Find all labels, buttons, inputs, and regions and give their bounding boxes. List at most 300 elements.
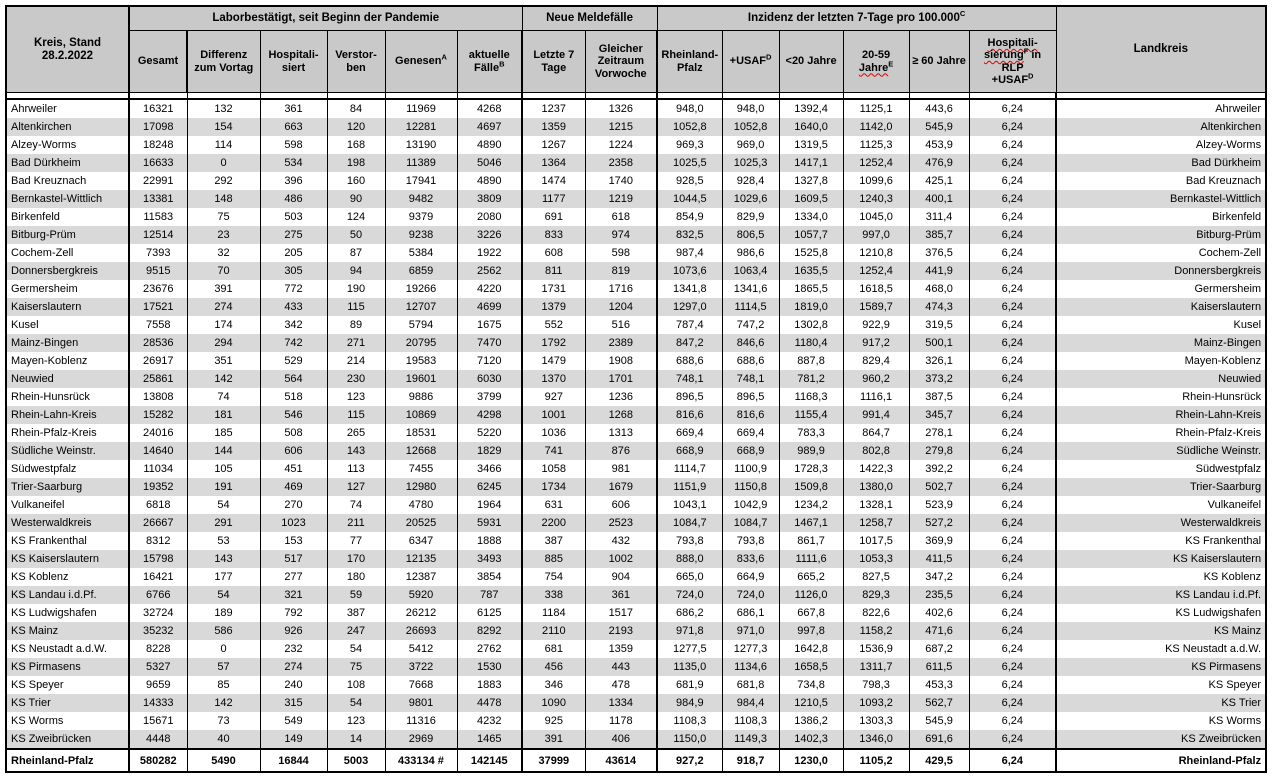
kreis-stand-label: Kreis, Stand (33, 36, 102, 49)
cell-genesen: 19601 (385, 370, 457, 388)
cell-aktuelle-faelle: 142145 (457, 749, 522, 772)
table-row (6, 604, 1266, 622)
cell-letzte-7-tage: 1001 (522, 406, 585, 424)
cell-kreis: KS Ludwigshafen (6, 604, 129, 622)
cell-inzidenz-usaf: 1100,9 (722, 460, 779, 478)
cell-aktuelle-faelle: 2762 (457, 640, 522, 658)
cell-kreis: Bad Dürkheim (6, 154, 129, 172)
cell-gesamt: 16633 (129, 154, 187, 172)
cell-inzidenz-20-59: 1017,5 (843, 532, 909, 550)
cell-genesen: 5384 (385, 244, 457, 262)
cell-inzidenz-20-59: 1589,7 (843, 298, 909, 316)
cell-verstorben: 14 (327, 730, 385, 749)
cell-differenz-vortag: 75 (187, 208, 260, 226)
cell-aktuelle-faelle: 4268 (457, 99, 522, 118)
cell-inzidenz-rlp: 787,4 (657, 316, 722, 334)
cell-hospitalisiert: 149 (260, 730, 327, 749)
cell-gesamt: 26917 (129, 352, 187, 370)
cell-hospitalisierung-inzidenz: 6,24 (969, 730, 1056, 749)
cell-inzidenz-ue60: 545,9 (909, 118, 969, 136)
cell-genesen: 18531 (385, 424, 457, 442)
cell-hospitalisierung-inzidenz: 6,24 (969, 442, 1056, 460)
cell-gesamt: 17521 (129, 298, 187, 316)
cell-verstorben: 89 (327, 316, 385, 334)
cell-differenz-vortag: 132 (187, 99, 260, 118)
cell-hospitalisierung-inzidenz: 6,24 (969, 316, 1056, 334)
cell-hospitalisiert: 274 (260, 658, 327, 676)
cell-inzidenz-rlp: 896,5 (657, 388, 722, 406)
cell-inzidenz-ue60: 345,7 (909, 406, 969, 424)
cell-verstorben: 123 (327, 712, 385, 730)
cell-differenz-vortag: 54 (187, 496, 260, 514)
cell-aktuelle-faelle: 1888 (457, 532, 522, 550)
cell-differenz-vortag: 40 (187, 730, 260, 749)
cell-inzidenz-rlp: 669,4 (657, 424, 722, 442)
cell-inzidenz-20-59: 822,6 (843, 604, 909, 622)
col-letzte-7-tage: Letzte 7 Tage (522, 31, 585, 93)
cell-letzte-7-tage: 927 (522, 388, 585, 406)
cell-inzidenz-u20: 887,8 (779, 352, 843, 370)
cell-vorwoche: 904 (585, 568, 657, 586)
cell-aktuelle-faelle: 1883 (457, 676, 522, 694)
cell-gesamt: 16321 (129, 99, 187, 118)
table-row (6, 676, 1266, 694)
cell-differenz-vortag: 174 (187, 316, 260, 334)
cell-hospitalisierung-inzidenz: 6,24 (969, 244, 1056, 262)
covid-statistics-table (5, 5, 1267, 773)
cell-gesamt: 23676 (129, 280, 187, 298)
cell-genesen: 12135 (385, 550, 457, 568)
table-row (6, 406, 1266, 424)
cell-aktuelle-faelle: 4478 (457, 694, 522, 712)
cell-verstorben: 54 (327, 640, 385, 658)
cell-genesen: 9886 (385, 388, 457, 406)
footnote-d2: D (1028, 71, 1034, 81)
cell-inzidenz-ue60: 279,8 (909, 442, 969, 460)
cell-aktuelle-faelle: 4220 (457, 280, 522, 298)
cell-hospitalisierung-inzidenz: 6,24 (969, 208, 1056, 226)
cell-gesamt: 19352 (129, 478, 187, 496)
cell-inzidenz-20-59: 960,2 (843, 370, 909, 388)
cell-inzidenz-ue60: 376,5 (909, 244, 969, 262)
cell-vorwoche: 516 (585, 316, 657, 334)
cell-verstorben: 168 (327, 136, 385, 154)
cell-genesen: 19266 (385, 280, 457, 298)
cell-inzidenz-u20: 781,2 (779, 370, 843, 388)
col-hospitalisierung-inzidenz: Hospitali- sierung$^F$ in RLP $+USAF^D$ (969, 31, 1056, 93)
cell-genesen: 7668 (385, 676, 457, 694)
cell-inzidenz-ue60: 369,9 (909, 532, 969, 550)
cell-verstorben: 123 (327, 388, 385, 406)
cell-inzidenz-20-59: 864,7 (843, 424, 909, 442)
cell-letzte-7-tage: 2200 (522, 514, 585, 532)
cell-inzidenz-usaf: 1042,9 (722, 496, 779, 514)
cell-kreis: Bernkastel-Wittlich (6, 190, 129, 208)
cell-genesen: 5920 (385, 586, 457, 604)
cell-landkreis: KS Pirmasens (1056, 658, 1266, 676)
cell-genesen: 17941 (385, 172, 457, 190)
cell-letzte-7-tage: 925 (522, 712, 585, 730)
cell-inzidenz-20-59: 1045,0 (843, 208, 909, 226)
col-inzidenz-20-59: 20-59 Jahre$^E$ (843, 31, 909, 93)
cell-letzte-7-tage: 1731 (522, 280, 585, 298)
cell-differenz-vortag: 32 (187, 244, 260, 262)
cell-inzidenz-usaf: 1134,6 (722, 658, 779, 676)
cell-genesen: 4780 (385, 496, 457, 514)
cell-hospitalisierung-inzidenz: 6,24 (969, 352, 1056, 370)
cell-hospitalisiert: 503 (260, 208, 327, 226)
footnote-b: B (499, 58, 505, 68)
cell-landkreis: Rhein-Hunsrück (1056, 388, 1266, 406)
cell-letzte-7-tage: 1359 (522, 118, 585, 136)
cell-hospitalisierung-inzidenz: 6,24 (969, 262, 1056, 280)
cell-aktuelle-faelle: 4890 (457, 136, 522, 154)
cell-inzidenz-rlp: 793,8 (657, 532, 722, 550)
cell-verstorben: 120 (327, 118, 385, 136)
cell-gesamt: 7558 (129, 316, 187, 334)
cell-inzidenz-20-59: 798,3 (843, 676, 909, 694)
cell-hospitalisierung-inzidenz: 6,24 (969, 298, 1056, 316)
cell-genesen: 6347 (385, 532, 457, 550)
cell-vorwoche: 598 (585, 244, 657, 262)
cell-vorwoche: 1313 (585, 424, 657, 442)
col-verstorben: Verstor-ben (327, 31, 385, 93)
cell-aktuelle-faelle: 3854 (457, 568, 522, 586)
cell-inzidenz-usaf: 896,5 (722, 388, 779, 406)
cell-inzidenz-u20: 1509,8 (779, 478, 843, 496)
cell-aktuelle-faelle: 3809 (457, 190, 522, 208)
cell-inzidenz-usaf: 793,8 (722, 532, 779, 550)
cell-inzidenz-ue60: 562,7 (909, 694, 969, 712)
cell-kreis: Rhein-Hunsrück (6, 388, 129, 406)
cell-landkreis: KS Kaiserslautern (1056, 550, 1266, 568)
table-row (6, 172, 1266, 190)
cell-gesamt: 8312 (129, 532, 187, 550)
cell-inzidenz-u20: 1525,8 (779, 244, 843, 262)
cell-verstorben: 143 (327, 442, 385, 460)
cell-verstorben: 230 (327, 370, 385, 388)
cell-inzidenz-usaf: 1052,8 (722, 118, 779, 136)
cell-verstorben: 115 (327, 406, 385, 424)
cell-kreis: Bitburg-Prüm (6, 226, 129, 244)
cell-vorwoche: 1268 (585, 406, 657, 424)
cell-inzidenz-ue60: 387,5 (909, 388, 969, 406)
cell-vorwoche: 1908 (585, 352, 657, 370)
cell-inzidenz-usaf: 668,9 (722, 442, 779, 460)
cell-landkreis: Kaiserslautern (1056, 298, 1266, 316)
cell-inzidenz-20-59: 1142,0 (843, 118, 909, 136)
kreis-stand-date: 28.2.2022 (41, 49, 94, 62)
cell-letzte-7-tage: 1036 (522, 424, 585, 442)
cell-inzidenz-ue60: 373,2 (909, 370, 969, 388)
cell-hospitalisiert: 270 (260, 496, 327, 514)
cell-inzidenz-rlp: 1114,7 (657, 460, 722, 478)
cell-aktuelle-faelle: 787 (457, 586, 522, 604)
cell-gesamt: 11034 (129, 460, 187, 478)
cell-letzte-7-tage: 1474 (522, 172, 585, 190)
cell-inzidenz-u20: 1319,5 (779, 136, 843, 154)
cell-inzidenz-rlp: 1277,5 (657, 640, 722, 658)
cell-hospitalisiert: 529 (260, 352, 327, 370)
cell-differenz-vortag: 291 (187, 514, 260, 532)
cell-inzidenz-20-59: 1093,2 (843, 694, 909, 712)
cell-aktuelle-faelle: 6125 (457, 604, 522, 622)
cell-hospitalisierung-inzidenz: 6,24 (969, 118, 1056, 136)
cell-differenz-vortag: 73 (187, 712, 260, 730)
cell-differenz-vortag: 177 (187, 568, 260, 586)
cell-genesen: 6859 (385, 262, 457, 280)
cell-gesamt: 18248 (129, 136, 187, 154)
cell-gesamt: 32724 (129, 604, 187, 622)
cell-inzidenz-u20: 1865,5 (779, 280, 843, 298)
cell-inzidenz-ue60: 545,9 (909, 712, 969, 730)
cell-landkreis: KS Mainz (1056, 622, 1266, 640)
cell-inzidenz-u20: 734,8 (779, 676, 843, 694)
cell-differenz-vortag: 292 (187, 172, 260, 190)
cell-genesen: 20795 (385, 334, 457, 352)
cell-landkreis: KS Landau i.d.Pf. (1056, 586, 1266, 604)
cell-gesamt: 9515 (129, 262, 187, 280)
cell-aktuelle-faelle: 1465 (457, 730, 522, 749)
table-row (6, 118, 1266, 136)
cell-inzidenz-u20: 665,2 (779, 568, 843, 586)
cell-inzidenz-u20: 1155,4 (779, 406, 843, 424)
cell-kreis: KS Kaiserslautern (6, 550, 129, 568)
cell-landkreis: Cochem-Zell (1056, 244, 1266, 262)
cell-aktuelle-faelle: 5931 (457, 514, 522, 532)
table-row (6, 568, 1266, 586)
cell-inzidenz-u20: 1111,6 (779, 550, 843, 568)
footnote-a: A (441, 52, 447, 62)
cell-inzidenz-ue60: 392,2 (909, 460, 969, 478)
cell-letzte-7-tage: 741 (522, 442, 585, 460)
cell-kreis: Mayen-Koblenz (6, 352, 129, 370)
cell-inzidenz-rlp: 665,0 (657, 568, 722, 586)
cell-inzidenz-20-59: 1116,1 (843, 388, 909, 406)
footnote-e: E (888, 58, 894, 68)
cell-differenz-vortag: 5490 (187, 749, 260, 772)
cell-inzidenz-rlp: 1108,3 (657, 712, 722, 730)
cell-letzte-7-tage: 1734 (522, 478, 585, 496)
cell-hospitalisierung-inzidenz: 6,24 (969, 749, 1056, 772)
cell-inzidenz-u20: 1126,0 (779, 586, 843, 604)
col-gesamt: Gesamt (129, 31, 187, 93)
cell-inzidenz-usaf: 816,6 (722, 406, 779, 424)
table-row (6, 190, 1266, 208)
cell-hospitalisierung-inzidenz: 6,24 (969, 460, 1056, 478)
cell-inzidenz-rlp: 987,4 (657, 244, 722, 262)
cell-inzidenz-rlp: 854,9 (657, 208, 722, 226)
cell-differenz-vortag: 54 (187, 586, 260, 604)
cell-aktuelle-faelle: 7120 (457, 352, 522, 370)
cell-inzidenz-usaf: 1277,3 (722, 640, 779, 658)
cell-hospitalisierung-inzidenz: 6,24 (969, 424, 1056, 442)
cell-hospitalisiert: 277 (260, 568, 327, 586)
cell-genesen: 11316 (385, 712, 457, 730)
cell-differenz-vortag: 142 (187, 370, 260, 388)
table-row (6, 514, 1266, 532)
cell-letzte-7-tage: 885 (522, 550, 585, 568)
cell-hospitalisiert: 792 (260, 604, 327, 622)
cell-inzidenz-usaf: 686,1 (722, 604, 779, 622)
cell-gesamt: 11583 (129, 208, 187, 226)
cell-kreis: Westerwaldkreis (6, 514, 129, 532)
table-row (6, 694, 1266, 712)
cell-genesen: 12980 (385, 478, 457, 496)
cell-letzte-7-tage: 1184 (522, 604, 585, 622)
cell-genesen: 3722 (385, 658, 457, 676)
cell-inzidenz-rlp: 1044,5 (657, 190, 722, 208)
cell-inzidenz-20-59: 1328,1 (843, 496, 909, 514)
cell-vorwoche: 2389 (585, 334, 657, 352)
cell-landkreis: Donnersbergkreis (1056, 262, 1266, 280)
cell-inzidenz-usaf: 1149,3 (722, 730, 779, 749)
cell-letzte-7-tage: 1090 (522, 694, 585, 712)
cell-differenz-vortag: 391 (187, 280, 260, 298)
cell-kreis: Neuwied (6, 370, 129, 388)
cell-differenz-vortag: 154 (187, 118, 260, 136)
cell-hospitalisiert: 16844 (260, 749, 327, 772)
cell-hospitalisiert: 546 (260, 406, 327, 424)
cell-landkreis: Alzey-Worms (1056, 136, 1266, 154)
cell-gesamt: 13381 (129, 190, 187, 208)
cell-inzidenz-ue60: 687,2 (909, 640, 969, 658)
cell-verstorben: 77 (327, 532, 385, 550)
cell-inzidenz-usaf: 984,4 (722, 694, 779, 712)
cell-differenz-vortag: 85 (187, 676, 260, 694)
cell-genesen: 13190 (385, 136, 457, 154)
cell-differenz-vortag: 586 (187, 622, 260, 640)
table-row (6, 226, 1266, 244)
cell-letzte-7-tage: 1364 (522, 154, 585, 172)
cell-vorwoche: 2358 (585, 154, 657, 172)
cell-landkreis: KS Zweibrücken (1056, 730, 1266, 749)
cell-verstorben: 87 (327, 244, 385, 262)
cell-gesamt: 24016 (129, 424, 187, 442)
cell-inzidenz-ue60: 326,1 (909, 352, 969, 370)
cell-aktuelle-faelle: 3226 (457, 226, 522, 244)
cell-kreis: Rhein-Lahn-Kreis (6, 406, 129, 424)
cell-inzidenz-usaf: 1150,8 (722, 478, 779, 496)
cell-inzidenz-usaf: 806,5 (722, 226, 779, 244)
cell-hospitalisierung-inzidenz: 6,24 (969, 532, 1056, 550)
table-row (6, 550, 1266, 568)
cell-inzidenz-rlp: 668,9 (657, 442, 722, 460)
cell-genesen: 9482 (385, 190, 457, 208)
total-row (6, 749, 1266, 772)
cell-hospitalisiert: 153 (260, 532, 327, 550)
cell-inzidenz-usaf: 833,6 (722, 550, 779, 568)
cell-hospitalisiert: 305 (260, 262, 327, 280)
cell-genesen: 5794 (385, 316, 457, 334)
cell-hospitalisiert: 232 (260, 640, 327, 658)
cell-differenz-vortag: 351 (187, 352, 260, 370)
cell-letzte-7-tage: 811 (522, 262, 585, 280)
cell-aktuelle-faelle: 6245 (457, 478, 522, 496)
cell-kreis: Birkenfeld (6, 208, 129, 226)
cell-vorwoche: 1740 (585, 172, 657, 190)
cell-inzidenz-ue60: 468,0 (909, 280, 969, 298)
cell-kreis: Trier-Saarburg (6, 478, 129, 496)
cell-kreis: Südliche Weinstr. (6, 442, 129, 460)
cell-differenz-vortag: 274 (187, 298, 260, 316)
footnote-f: F (1023, 46, 1029, 56)
cell-genesen: 11969 (385, 99, 457, 118)
cell-inzidenz-rlp: 832,5 (657, 226, 722, 244)
cell-inzidenz-20-59: 829,4 (843, 352, 909, 370)
cell-vorwoche: 819 (585, 262, 657, 280)
cell-hospitalisierung-inzidenz: 6,24 (969, 172, 1056, 190)
cell-inzidenz-u20: 1386,2 (779, 712, 843, 730)
table-row (6, 370, 1266, 388)
table-row (6, 586, 1266, 604)
cell-inzidenz-ue60: 402,6 (909, 604, 969, 622)
cell-inzidenz-rlp: 1052,8 (657, 118, 722, 136)
cell-inzidenz-usaf: 681,8 (722, 676, 779, 694)
cell-gesamt: 8228 (129, 640, 187, 658)
cell-inzidenz-u20: 1728,3 (779, 460, 843, 478)
table-row (6, 730, 1266, 749)
cell-inzidenz-rlp: 927,2 (657, 749, 722, 772)
cell-inzidenz-usaf: 747,2 (722, 316, 779, 334)
cell-verstorben: 124 (327, 208, 385, 226)
table-row (6, 154, 1266, 172)
cell-landkreis: Germersheim (1056, 280, 1266, 298)
cell-inzidenz-usaf: 1341,6 (722, 280, 779, 298)
cell-aktuelle-faelle: 1675 (457, 316, 522, 334)
cell-hospitalisierung-inzidenz: 6,24 (969, 99, 1056, 118)
cell-letzte-7-tage: 754 (522, 568, 585, 586)
cell-vorwoche: 1679 (585, 478, 657, 496)
footnote-c: C (959, 9, 966, 19)
cell-inzidenz-u20: 1234,2 (779, 496, 843, 514)
cell-inzidenz-usaf: 1108,3 (722, 712, 779, 730)
cell-inzidenz-u20: 1658,5 (779, 658, 843, 676)
cell-hospitalisierung-inzidenz: 6,24 (969, 658, 1056, 676)
cell-inzidenz-u20: 1327,8 (779, 172, 843, 190)
cell-landkreis: KS Ludwigshafen (1056, 604, 1266, 622)
cell-inzidenz-20-59: 1252,4 (843, 262, 909, 280)
cell-verstorben: 127 (327, 478, 385, 496)
table-row (6, 442, 1266, 460)
cell-gesamt: 26667 (129, 514, 187, 532)
cell-inzidenz-ue60: 347,2 (909, 568, 969, 586)
cell-differenz-vortag: 53 (187, 532, 260, 550)
cell-gesamt: 580282 (129, 749, 187, 772)
cell-kreis: KS Trier (6, 694, 129, 712)
cell-differenz-vortag: 144 (187, 442, 260, 460)
col-inzidenz-ue60: ≥ 60 Jahre (909, 31, 969, 93)
cell-letzte-7-tage: 1177 (522, 190, 585, 208)
cell-verstorben: 94 (327, 262, 385, 280)
cell-inzidenz-rlp: 1084,7 (657, 514, 722, 532)
cell-landkreis: Bernkastel-Wittlich (1056, 190, 1266, 208)
cell-aktuelle-faelle: 1530 (457, 658, 522, 676)
table-row (6, 298, 1266, 316)
table-row (6, 316, 1266, 334)
cell-hospitalisiert: 517 (260, 550, 327, 568)
cell-inzidenz-20-59: 827,5 (843, 568, 909, 586)
cell-hospitalisierung-inzidenz: 6,24 (969, 568, 1056, 586)
cell-differenz-vortag: 148 (187, 190, 260, 208)
cell-landkreis: Rheinland-Pfalz (1056, 749, 1266, 772)
cell-hospitalisiert: 598 (260, 136, 327, 154)
cell-hospitalisierung-inzidenz: 6,24 (969, 406, 1056, 424)
cell-gesamt: 15282 (129, 406, 187, 424)
cell-kreis: Kusel (6, 316, 129, 334)
cell-hospitalisierung-inzidenz: 6,24 (969, 190, 1056, 208)
cell-vorwoche: 1334 (585, 694, 657, 712)
